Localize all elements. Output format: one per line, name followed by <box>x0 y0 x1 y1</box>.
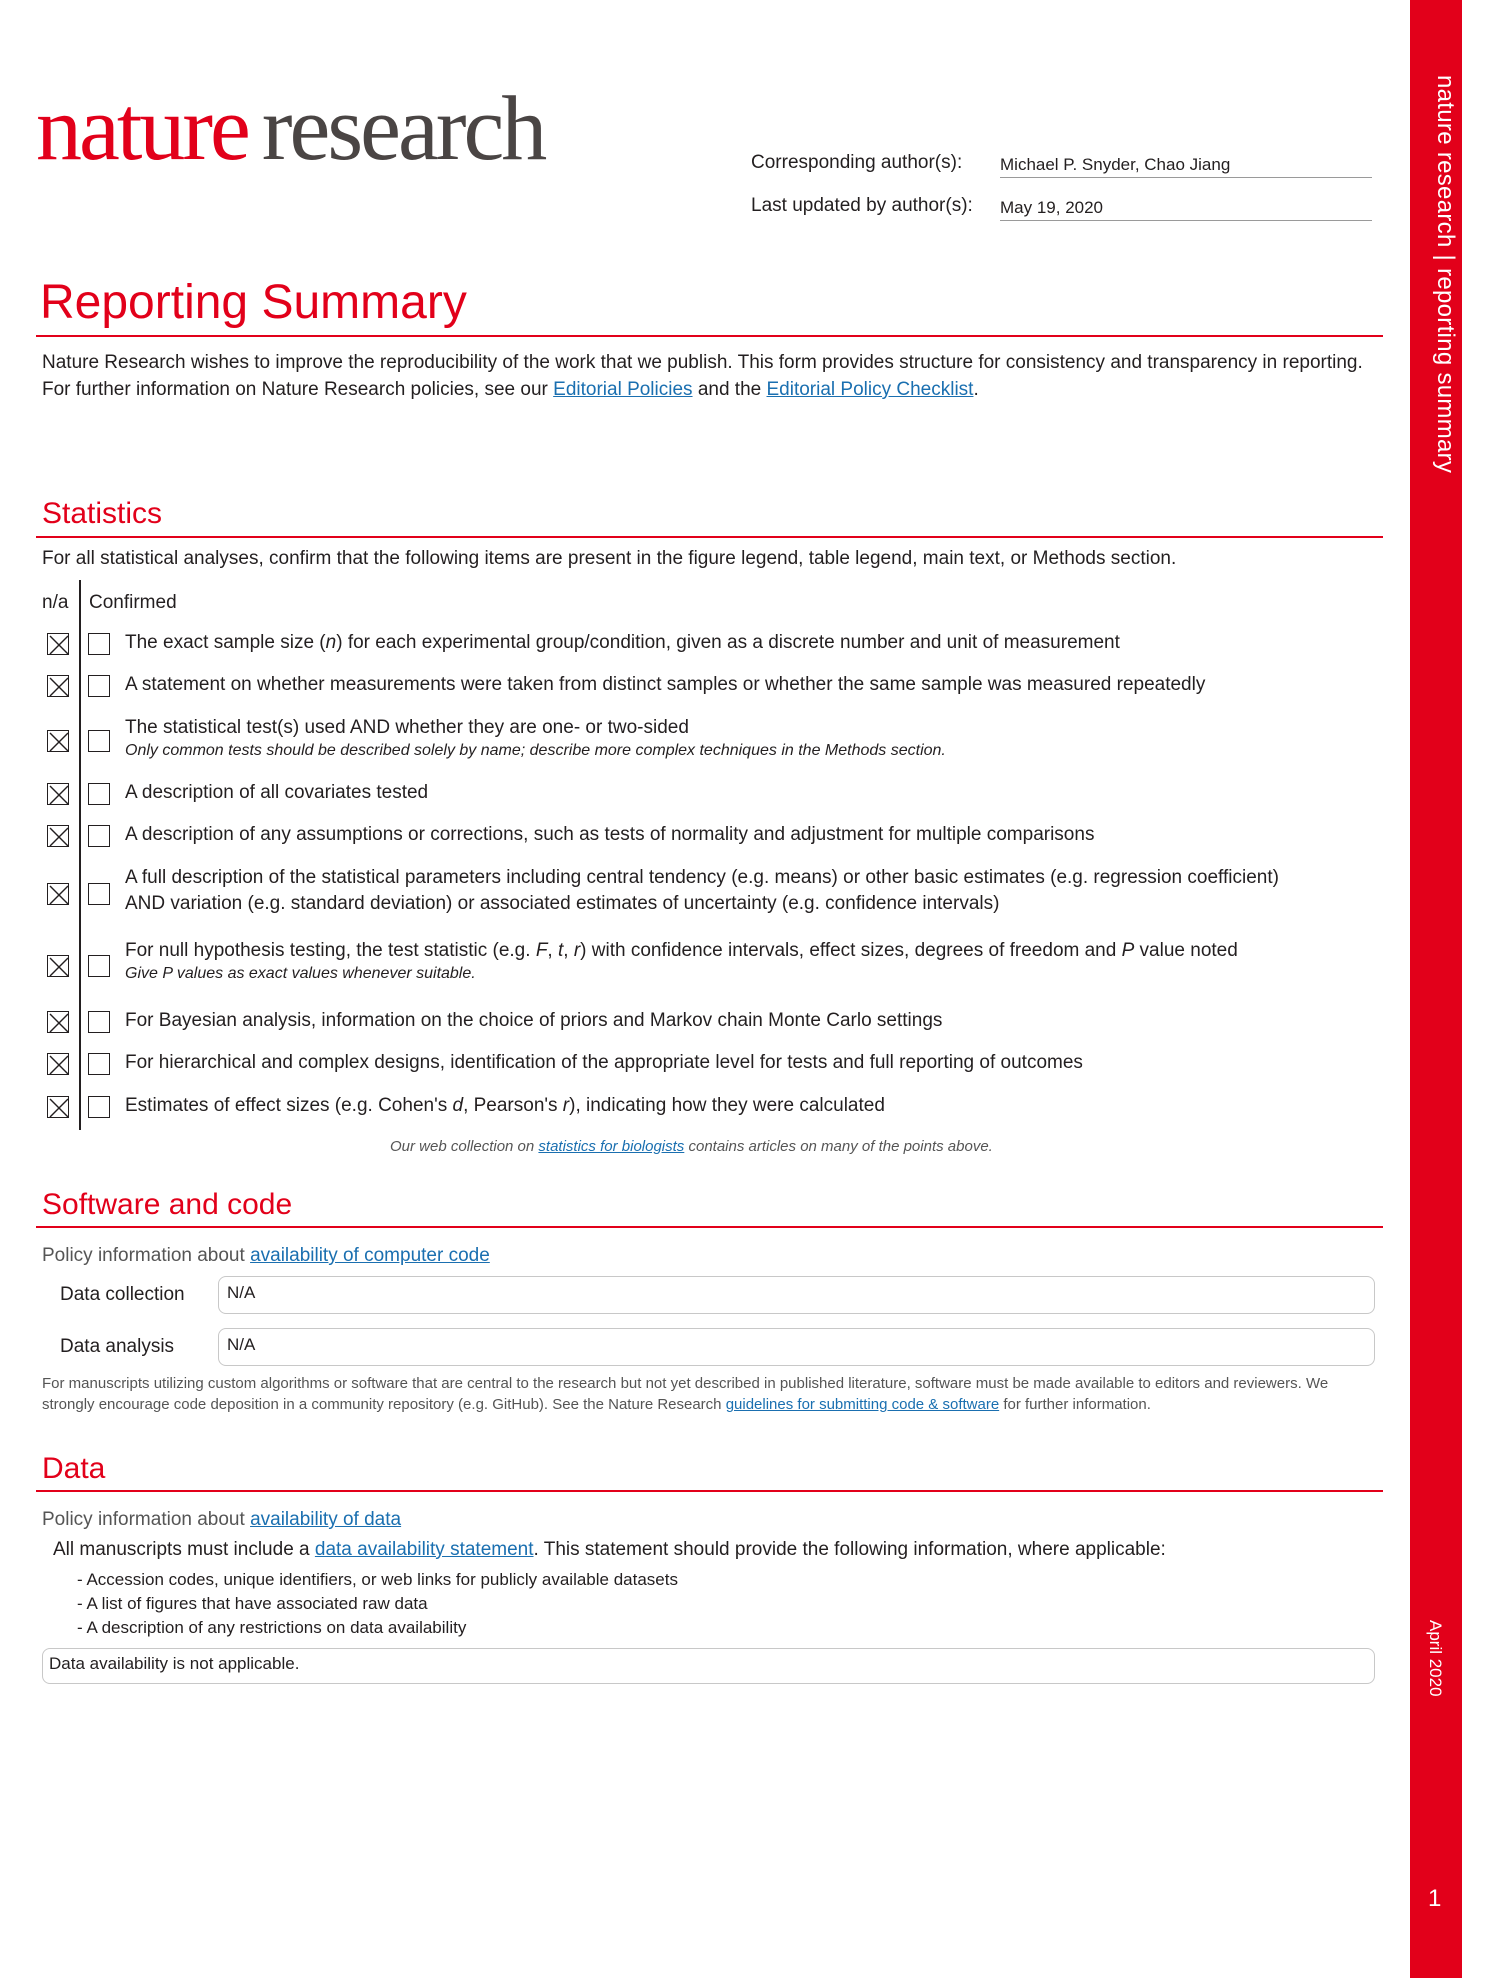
checklist-item <box>125 715 946 761</box>
data-availability-field[interactable]: Data availability is not applicable. <box>42 1648 1375 1684</box>
checklist-item-fragment: Estimates of effect sizes (e.g. Cohen's <box>125 1095 453 1116</box>
checklist-item-symbol: r <box>573 940 581 961</box>
data-rule <box>36 1490 1383 1492</box>
checklist-item-note: Only common tests should be described solely by name; describe more complex techniques in the Methods section. <box>125 742 946 759</box>
checklist-item-text-line2: AND variation (e.g. standard deviation) or associated estimates of uncertainty (e.g. confidence intervals) <box>125 893 1000 914</box>
data-heading: Data <box>42 1452 106 1485</box>
checklist-item-fragment: A description of all covariates tested <box>125 782 429 803</box>
checklist-item <box>125 822 1094 848</box>
software-rule <box>36 1226 1383 1228</box>
checklist-item-symbol: r <box>562 1095 570 1116</box>
footnote-text-2: contains articles on many of the points above. <box>684 1138 993 1155</box>
checklist-item-fragment: For Bayesian analysis, information on the choice of priors and Markov chain Monte Carlo settings <box>125 1010 943 1031</box>
checklist-item-fragment: For null hypothesis testing, the test statistic (e.g. <box>125 940 536 961</box>
code-guidelines-link[interactable]: guidelines for submitting code & software <box>725 1396 1000 1413</box>
checklist-item <box>125 630 1120 656</box>
last-updated-label: Last updated by author(s): <box>751 195 973 216</box>
last-updated-field[interactable]: May 19, 2020 <box>1000 198 1372 221</box>
confirmed-checkbox[interactable] <box>88 730 110 752</box>
na-checkbox[interactable] <box>47 783 69 805</box>
software-note <box>42 1373 1382 1415</box>
checklist-item-text <box>125 940 1238 961</box>
list-item: - Accession codes, unique identifiers, or web links for publicly available datasets <box>77 1570 678 1589</box>
column-confirmed-header: Confirmed <box>89 592 177 613</box>
statistics-instruction: For all statistical analyses, confirm that the following items are present in the figure legend, table legend, main text, or Methods section. <box>42 548 1177 569</box>
confirmed-checkbox[interactable] <box>88 955 110 977</box>
na-checkbox[interactable] <box>47 825 69 847</box>
side-title: nature research | reporting summary <box>1432 75 1459 474</box>
software-policy-text: Policy information about <box>42 1245 251 1266</box>
checklist-item-text <box>125 824 1094 845</box>
list-item: - A list of figures that have associated raw data <box>77 1594 428 1613</box>
na-checkbox[interactable] <box>47 1011 69 1033</box>
checklist-item-text <box>125 717 689 738</box>
data-analysis-label: Data analysis <box>60 1336 175 1357</box>
software-note-text-2: for further information. <box>999 1396 1151 1413</box>
checklist-item-text <box>125 1010 942 1031</box>
checklist-item-fragment: , <box>563 940 574 961</box>
confirmed-checkbox[interactable] <box>88 825 110 847</box>
software-note-text-1: For manuscripts utilizing custom algorithms or software that are central to the research but not yet described in published literature, software must be made available to editors and reviewers. We strongly encourage code deposition in a community repository (e.g. GitHub). See the Nature Research <box>42 1375 1329 1413</box>
statistics-rule <box>36 536 1383 538</box>
checklist-item-symbol: d <box>452 1095 464 1116</box>
page-number: 1 <box>1428 1885 1442 1912</box>
data-statement-instruction <box>53 1536 1166 1563</box>
checklist-item-symbol: F <box>535 940 548 961</box>
data-availability-statement-link[interactable]: data availability statement <box>314 1539 534 1560</box>
intro-text-2: and the <box>692 379 767 400</box>
checklist-item-fragment: ) with confidence intervals, effect sizes, degrees of freedom and <box>580 940 1122 961</box>
checklist-item <box>125 672 1205 698</box>
confirmed-checkbox[interactable] <box>88 883 110 905</box>
checklist-item-fragment: , <box>547 940 558 961</box>
checklist-item-note: Give P values as exact values whenever suitable. <box>125 965 476 982</box>
checklist-item-fragment: The statistical test(s) used AND whether they are one- or two-sided <box>125 717 689 738</box>
checklist-divider <box>79 580 81 1130</box>
column-na-header: n/a <box>42 592 69 613</box>
checklist-item <box>125 1008 942 1034</box>
data-policy-text: Policy information about <box>42 1509 251 1530</box>
statistics-footnote <box>390 1136 993 1157</box>
data-collection-label: Data collection <box>60 1284 185 1305</box>
side-date: April 2020 <box>1426 1620 1445 1697</box>
list-item: - A description of any restrictions on data availability <box>77 1618 467 1637</box>
na-checkbox[interactable] <box>47 633 69 655</box>
na-checkbox[interactable] <box>47 675 69 697</box>
data-requirements-list <box>77 1568 678 1640</box>
checklist-item <box>125 1093 885 1119</box>
editorial-policies-link[interactable]: Editorial Policies <box>553 379 693 400</box>
data-statement-text-2: . This statement should provide the following information, where applicable: <box>533 1539 1166 1560</box>
checklist-item-symbol: P <box>1121 940 1135 961</box>
software-policy <box>42 1242 490 1269</box>
checklist-item-fragment: The exact sample size ( <box>125 632 326 653</box>
software-heading: Software and code <box>42 1188 293 1221</box>
na-checkbox[interactable] <box>47 730 69 752</box>
footnote-text-1: Our web collection on <box>390 1138 539 1155</box>
checklist-item-fragment: A full description of the statistical parameters including central tendency (e.g. means) or other basic estimates (e.g. regression coefficient) <box>125 867 1279 888</box>
editorial-policy-checklist-link[interactable]: Editorial Policy Checklist <box>766 379 974 400</box>
checklist-item <box>125 1050 1083 1076</box>
corresponding-author-field[interactable]: Michael P. Snyder, Chao Jiang <box>1000 155 1372 178</box>
data-statement-text-1: All manuscripts must include a <box>53 1539 315 1560</box>
confirmed-checkbox[interactable] <box>88 1053 110 1075</box>
checklist-item-text <box>125 782 428 803</box>
checklist-item-text <box>125 674 1205 695</box>
checklist-item <box>125 938 1238 984</box>
checklist-item-text <box>125 632 1120 653</box>
page-title: Reporting Summary <box>40 276 467 329</box>
confirmed-checkbox[interactable] <box>88 1096 110 1118</box>
statistics-for-biologists-link[interactable]: statistics for biologists <box>538 1138 685 1155</box>
checklist-item-text <box>125 1095 885 1116</box>
intro-text-3: . <box>973 379 979 400</box>
checklist-item-text <box>125 867 1279 888</box>
checklist-item-fragment: A statement on whether measurements were taken from distinct samples or whether the same sample was measured repeatedly <box>125 674 1206 695</box>
confirmed-checkbox[interactable] <box>88 783 110 805</box>
title-rule <box>36 335 1383 337</box>
na-checkbox[interactable] <box>47 883 69 905</box>
checklist-item-fragment: ) for each experimental group/condition, given as a discrete number and unit of measurement <box>336 632 1120 653</box>
intro-paragraph <box>42 349 1372 403</box>
logo-word-research: research <box>261 77 545 179</box>
checklist-item-fragment: ), indicating how they were calculated <box>569 1095 885 1116</box>
confirmed-checkbox[interactable] <box>88 633 110 655</box>
availability-of-code-link[interactable]: availability of computer code <box>250 1245 490 1266</box>
checklist-item-symbol: t <box>557 940 564 961</box>
logo-word-nature: nature <box>36 77 248 179</box>
nature-research-logo <box>36 77 545 179</box>
data-policy <box>42 1506 401 1533</box>
checklist-item-fragment: For hierarchical and complex designs, identification of the appropriate level for tests and full reporting of outcomes <box>125 1052 1083 1073</box>
checklist-item-fragment: value noted <box>1134 940 1238 961</box>
checklist-item <box>125 780 428 806</box>
corresponding-author-label: Corresponding author(s): <box>751 152 963 173</box>
checklist-item-fragment: A description of any assumptions or corrections, such as tests of normality and adjustment for multiple comparisons <box>125 824 1095 845</box>
na-checkbox[interactable] <box>47 955 69 977</box>
data-collection-field[interactable]: N/A <box>218 1276 1375 1314</box>
data-analysis-field[interactable]: N/A <box>218 1328 1375 1366</box>
checklist-item-fragment: , Pearson's <box>463 1095 563 1116</box>
na-checkbox[interactable] <box>47 1096 69 1118</box>
confirmed-checkbox[interactable] <box>88 1011 110 1033</box>
checklist-item-text <box>125 1052 1083 1073</box>
availability-of-data-link[interactable]: availability of data <box>250 1509 402 1530</box>
intro-text-1: Nature Research wishes to improve the reproducibility of the work that we publish. This form provides structure for consistency and transparency in reporting. For further information on Nature Research policies, see our <box>42 352 1363 400</box>
na-checkbox[interactable] <box>47 1053 69 1075</box>
confirmed-checkbox[interactable] <box>88 675 110 697</box>
checklist-item-symbol: n <box>325 632 337 653</box>
checklist-item <box>125 865 1279 917</box>
statistics-heading: Statistics <box>42 497 163 530</box>
